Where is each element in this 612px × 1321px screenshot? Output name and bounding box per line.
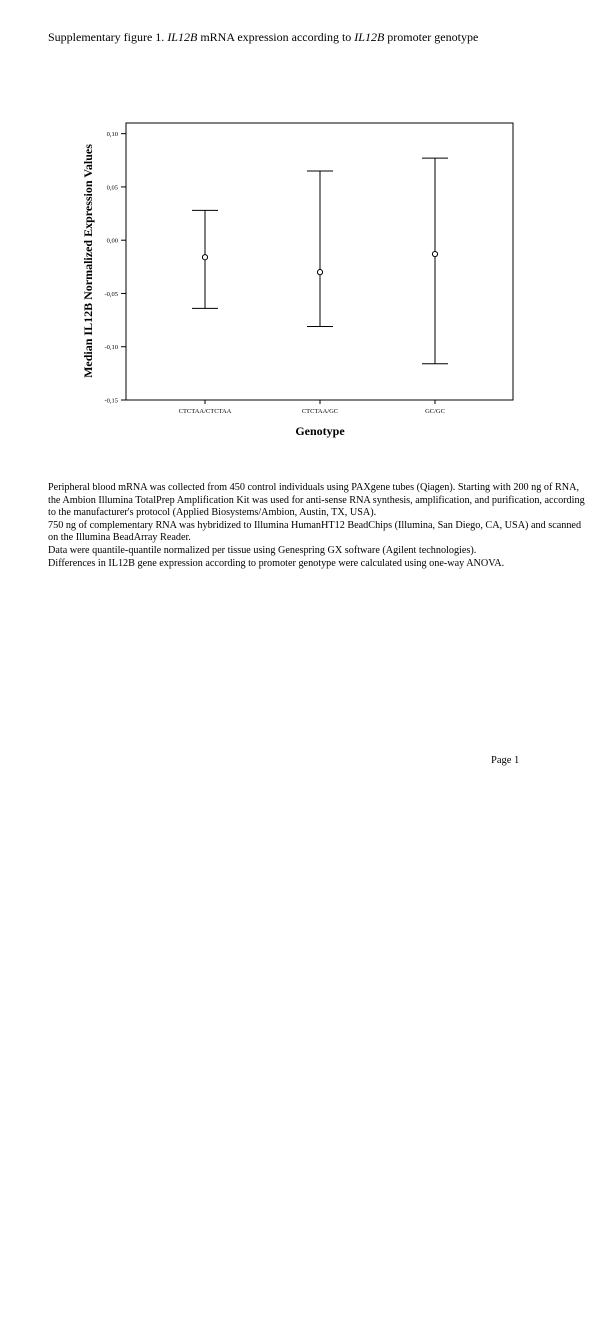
title-prefix: Supplementary figure 1.: [48, 30, 168, 44]
error-bar-group: [422, 158, 448, 364]
title-gene-1: IL12B: [167, 30, 198, 44]
y-tick-label: -0,10: [104, 344, 118, 352]
y-axis-ticks: [104, 131, 126, 404]
y-tick-label: -0,15: [104, 397, 118, 405]
median-point: [202, 255, 207, 260]
y-axis-label: Median IL12B Normalized Expression Values: [81, 144, 95, 378]
y-tick-label: 0,00: [106, 237, 118, 245]
note-paragraph: Data were quantile-quantile normalized per tissue using Genespring GX software (Agilent technologies).: [48, 544, 477, 556]
x-tick-label: CTCTAA/CTCTAA: [178, 408, 232, 415]
error-bar-group: [307, 171, 333, 327]
title-suffix: promoter genotype: [384, 30, 479, 44]
median-point: [317, 270, 322, 275]
title-gene-2: IL12B: [354, 30, 385, 44]
y-tick-label: 0,05: [106, 184, 118, 192]
note-paragraph: 750 ng of complementary RNA was hybridized to Illumina HumanHT12 BeadChips (Illumina, San Diego, CA, USA) and scanned on the Illumina BeadArray Reader.: [48, 519, 582, 544]
x-tick-label: GC/GC: [425, 408, 445, 415]
y-tick-label: -0,05: [104, 290, 118, 298]
error-bar-group: [192, 210, 218, 308]
error-bar-chart: [0, 110, 612, 450]
y-tick-label: 0,10: [106, 131, 118, 139]
x-axis-ticks: [179, 400, 445, 415]
note-paragraph: Peripheral blood mRNA was collected from 450 control individuals using PAXgene tubes (Qiagen). Starting with 200 ng of RNA, the Ambion Illumina TotalPrep Amplification Kit was used for anti-sense RNA synthesis, amplification, and purification, according to the manufacturer's protocol (Applied Biosystems/Ambion, Austin, TX, USA).: [48, 482, 585, 519]
x-tick-label: CTCTAA/GC: [301, 408, 339, 415]
error-bars: [192, 158, 448, 364]
median-point: [432, 251, 437, 256]
figure-title: [48, 30, 588, 45]
note-paragraph: Differences in IL12B gene expression according to promoter genotype were calculated using one-way ANOVA.: [48, 557, 505, 569]
title-middle: mRNA expression according to: [197, 30, 355, 44]
page-number: Page 1: [491, 755, 520, 766]
x-axis-label: Genotype: [295, 424, 345, 438]
figure-notes: [48, 482, 588, 570]
